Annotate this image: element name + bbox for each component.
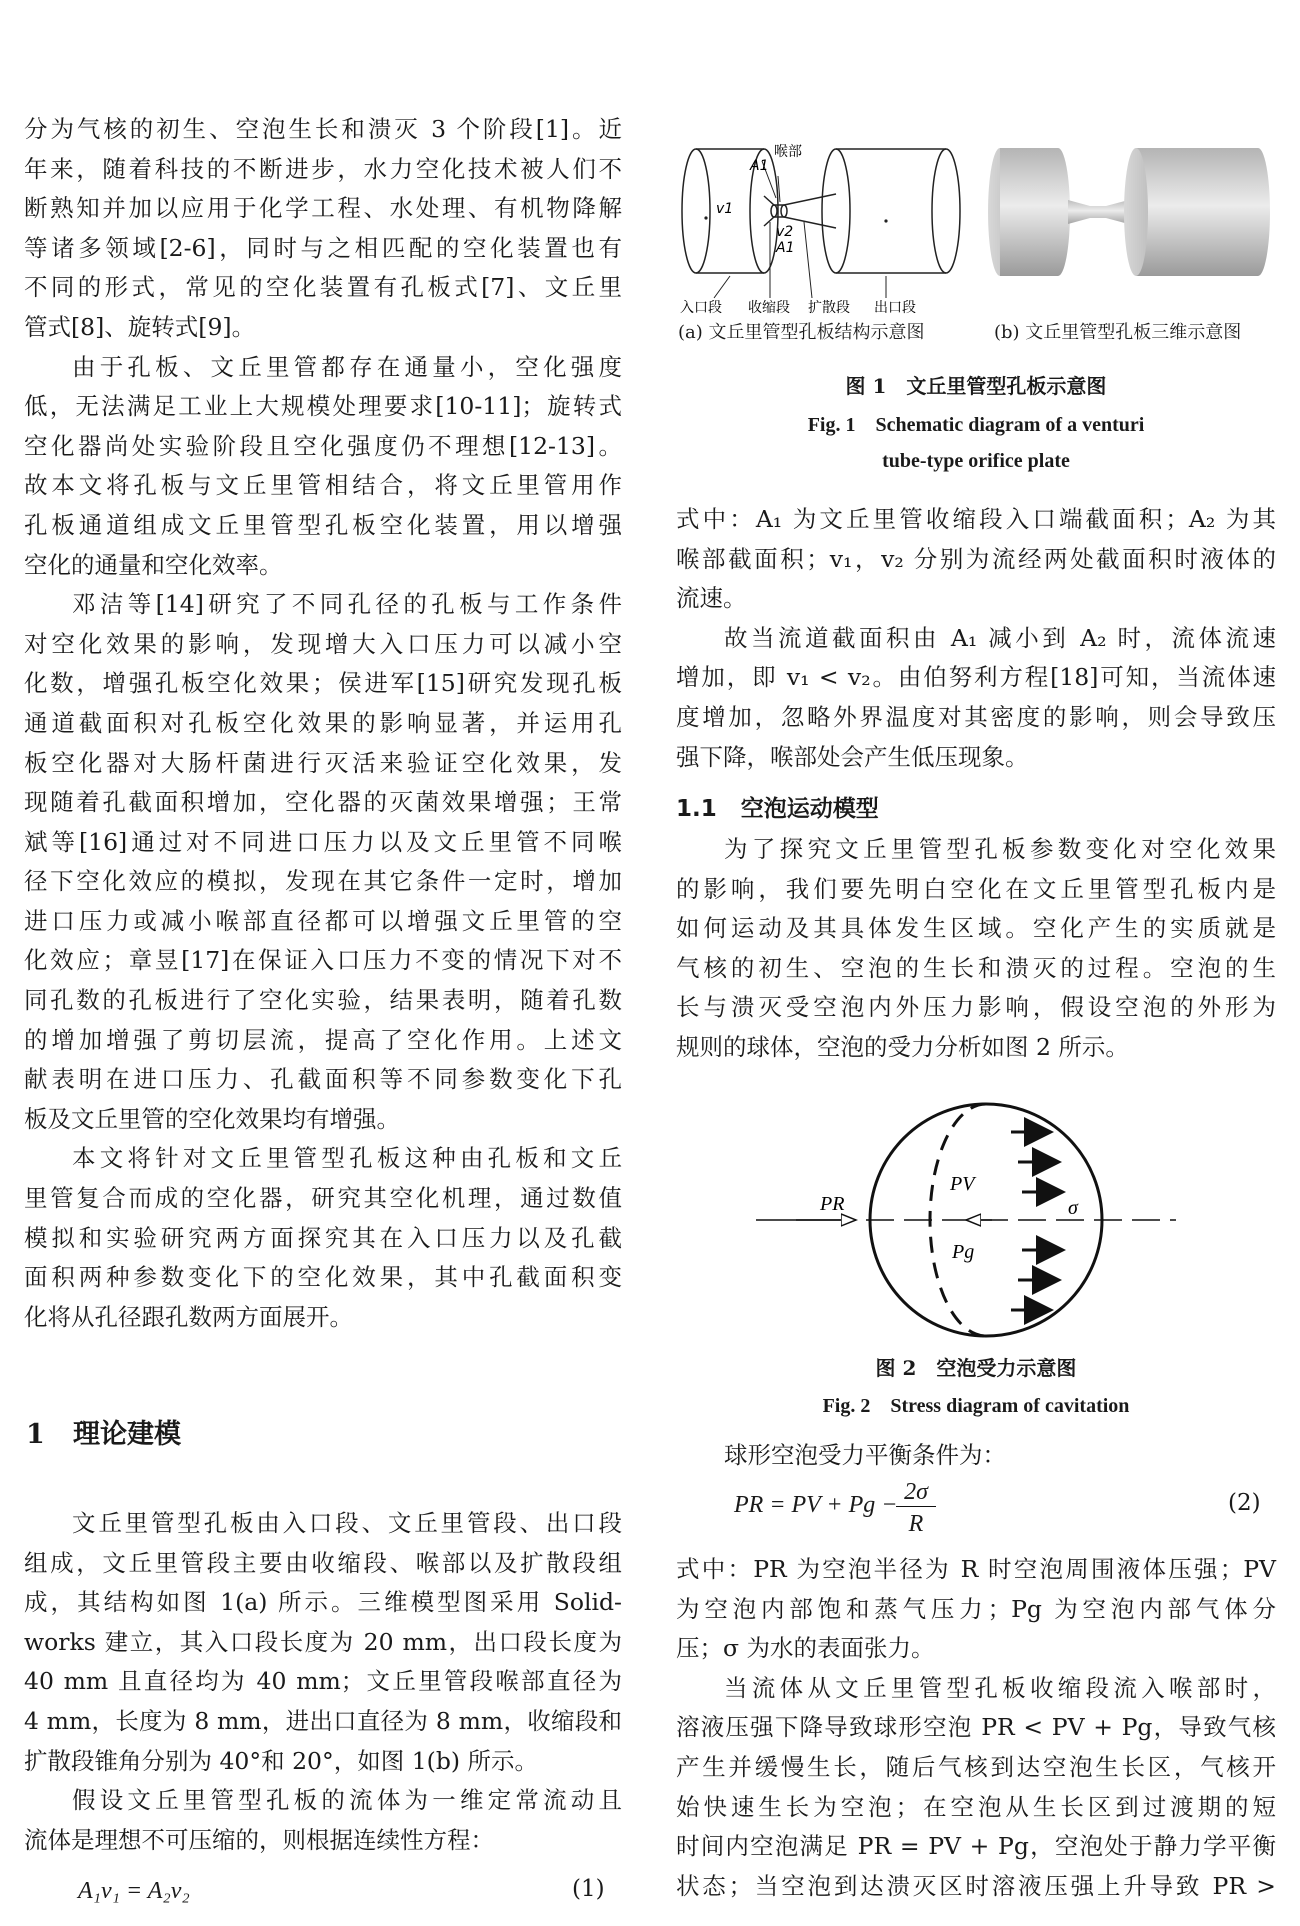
text-line: 度增加，忽略外界温度对其密度的影响，则会导致压 bbox=[676, 702, 1276, 731]
text-line: 本文将针对文丘里管型孔板这种由孔板和文丘 bbox=[72, 1144, 622, 1173]
text-line: 为了探究文丘里管型孔板参数变化对空化效果 bbox=[724, 835, 1276, 863]
text-line: 等诸多领域[2-6]，同时与之相匹配的空化装置也有 bbox=[24, 233, 622, 262]
text-line: 现随着孔截面积增加，空化器的灭菌效果增强；王常 bbox=[24, 788, 622, 817]
figure-1-caption-en-line1: Fig. 1 Schematic diagram of a venturi bbox=[807, 414, 1145, 436]
text-line: 压；σ 为水的表面张力。 bbox=[676, 1634, 935, 1663]
text-line: 邓洁等[14]研究了不同孔径的孔板与工作条件 bbox=[72, 590, 622, 619]
text-line: 流体是理想不可压缩的，则根据连续性方程： bbox=[24, 1825, 494, 1854]
text-line: 空化器尚处实验阶段且空化强度仍不理想[12-13]。 bbox=[24, 431, 622, 460]
text-line: 假设文丘里管型孔板的流体为一维定常流动且 bbox=[72, 1786, 622, 1815]
text-line: 增加，即 v₁ < v₂。由伯努利方程[18]可知，当流体速 bbox=[676, 663, 1276, 692]
text-line: works 建立，其入口段长度为 20 mm，出口段长度为 bbox=[24, 1627, 622, 1656]
text-line: 斌等[16]通过对不同进口压力以及文丘里管不同喉 bbox=[24, 827, 622, 856]
figure-1a-caption: (a) 文丘里管型孔板结构示意图 bbox=[678, 322, 925, 343]
equation-2-number: (2) bbox=[1228, 1490, 1261, 1516]
label-a1-top: A1 bbox=[750, 158, 769, 174]
right-paragraph-block-1 bbox=[676, 500, 1276, 777]
text-line: 强下降，喉部处会产生低压现象。 bbox=[676, 742, 1029, 771]
text-line: 的影响，我们要先明白空化在文丘里管型孔板内是 bbox=[676, 874, 1276, 903]
text-line: 年来，随着科技的不断进步，水力空化技术被人们不 bbox=[24, 154, 622, 183]
label-contract: 收缩段 bbox=[748, 300, 790, 316]
text-line: 扩散段锥角分别为 40°和 20°，如图 1(b) 所示。 bbox=[24, 1746, 539, 1775]
equation-1: A₁v₁ = A₂v₂ bbox=[78, 1878, 190, 1904]
label-outlet: 出口段 bbox=[874, 300, 916, 316]
text-line: 由于孔板、文丘里管都存在通量小，空化强度 bbox=[72, 352, 622, 381]
text-line: 喉部截面积；v₁，v₂ 分别为流经两处截面积时液体的 bbox=[676, 544, 1276, 573]
equation-2-numerator: 2σ bbox=[896, 1478, 936, 1507]
text-line: 化效应；章昱[17]在保证入口压力不变的情况下对不 bbox=[24, 946, 622, 975]
label-sigma: σ bbox=[1068, 1197, 1078, 1219]
section-heading bbox=[26, 1412, 181, 1451]
text-line: 溶液压强下降导致球形空泡 PR < PV + Pg，导致气核 bbox=[676, 1713, 1276, 1742]
text-line: 面积两种参数变化下的空化效果，其中孔截面积变 bbox=[24, 1263, 622, 1292]
right-paragraph-block-3 bbox=[676, 1550, 1276, 1906]
text-line: 径下空化效应的模拟，发现在其它条件一定时，增加 bbox=[24, 867, 622, 896]
text-line: 板及文丘里管的空化效果均有增强。 bbox=[24, 1104, 400, 1133]
subsection-title: 空泡运动模型 bbox=[740, 796, 879, 822]
text-line: 组成，文丘里管段主要由收缩段、喉部以及扩散段组 bbox=[24, 1548, 622, 1577]
subsection-heading bbox=[676, 790, 879, 823]
text-line: 模拟和实验研究两方面探究其在入口压力以及孔截 bbox=[24, 1223, 622, 1252]
text-line: 式中：PR 为空泡半径为 R 时空泡周围液体压强；PV bbox=[676, 1555, 1276, 1583]
text-line: 进口压力或减小喉部直径都可以增强文丘里管的空 bbox=[24, 906, 622, 935]
text-line: 化数，增强孔板空化效果；侯进军[15]研究发现孔板 bbox=[24, 669, 622, 698]
text-line: 当流体从文丘里管型孔板收缩段流入喉部时， bbox=[724, 1673, 1276, 1702]
text-line: 孔板通道组成文丘里管型孔板空化装置，用以增强 bbox=[24, 510, 622, 539]
label-pg: Pg bbox=[952, 1241, 975, 1263]
text-line: 为空泡内部饱和蒸气压力；Pg 为空泡内部气体分 bbox=[676, 1594, 1276, 1623]
text-line: 文丘里管型孔板由入口段、文丘里管段、出口段 bbox=[72, 1509, 622, 1537]
figure-2-caption-cn: 图 2 空泡受力示意图 bbox=[875, 1356, 1077, 1380]
text-line: 如何运动及其具体发生区域。空化产生的实质就是 bbox=[676, 914, 1276, 943]
label-throat: 喉部 bbox=[774, 144, 802, 160]
text-line: 低，无法满足工业上大规模处理要求[10-11]；旋转式 bbox=[24, 392, 622, 421]
label-v1: v1 bbox=[716, 201, 734, 217]
figure-1 bbox=[676, 136, 1276, 316]
text-line: 里管复合而成的空化器，研究其空化机理，通过数值 bbox=[24, 1184, 622, 1213]
text-line: 的增加增强了剪切层流，提高了空化作用。上述文 bbox=[24, 1025, 622, 1054]
text-line: 4 mm，长度为 8 mm，进出口直径为 8 mm，收缩段和 bbox=[24, 1706, 622, 1735]
text-line: 断熟知并加以应用于化学工程、水处理、有机物降解 bbox=[24, 194, 622, 223]
text-line: 长与溃灭受空泡内外压力影响，假设空泡的外形为 bbox=[676, 993, 1276, 1022]
subsection-number: 1.1 bbox=[676, 796, 717, 822]
equation-2-denominator: R bbox=[908, 1511, 924, 1537]
label-pv: PV bbox=[950, 1173, 975, 1195]
figure-2-cavitation-stress bbox=[756, 1090, 1216, 1370]
figure-1b-3d-model bbox=[986, 136, 1276, 296]
section-number: 1 bbox=[26, 1419, 45, 1450]
text-line: 产生并缓慢生长，随后气核到达空泡生长区，气核开 bbox=[676, 1752, 1276, 1781]
text-line: 成，其结构如图 1(a) 所示。三维模型图采用 Solid- bbox=[24, 1588, 622, 1617]
text-line: 对空化效果的影响，发现增大入口压力可以减小空 bbox=[24, 629, 622, 658]
text-line: 同孔数的孔板进行了空化实验，结果表明，随着孔数 bbox=[24, 986, 622, 1015]
text-line: 故当流道截面积由 A₁ 减小到 A₂ 时，流体流速 bbox=[724, 623, 1276, 652]
left-paragraph-block-2 bbox=[24, 1504, 622, 1860]
text-line: 化将从孔径跟孔数两方面展开。 bbox=[24, 1302, 353, 1331]
label-v2: v2 bbox=[776, 224, 794, 240]
text-line: 流速。 bbox=[676, 584, 747, 613]
figure-1b-caption: (b) 文丘里管型孔板三维示意图 bbox=[994, 322, 1242, 343]
text-line: 规则的球体，空泡的受力分析如图 2 所示。 bbox=[676, 1032, 1129, 1061]
section-title: 理论建模 bbox=[73, 1419, 181, 1450]
label-inlet: 入口段 bbox=[680, 300, 722, 316]
right-paragraph-block-2 bbox=[676, 830, 1276, 1068]
text-line: 时间内空泡满足 PR = PV + Pg，空泡处于静力学平衡 bbox=[676, 1832, 1276, 1861]
left-paragraph-block-1 bbox=[24, 110, 622, 1337]
text-line: 管式[8]、旋转式[9]。 bbox=[24, 312, 256, 341]
label-a1-bottom: A1 bbox=[776, 240, 795, 256]
equation-2 bbox=[734, 1492, 897, 1519]
text-line: 分为气核的初生、空泡生长和溃灭 3 个阶段[1]。近 bbox=[24, 115, 622, 143]
text-line: 式中：A₁ 为文丘里管收缩段入口端截面积；A₂ 为其 bbox=[676, 505, 1276, 533]
figure-1-caption-en-line2: tube-type orifice plate bbox=[882, 450, 1070, 472]
text-line: 始快速生长为空泡；在空泡从生长区到过渡期的短 bbox=[676, 1792, 1276, 1821]
text-line: 空化的通量和空化效率。 bbox=[24, 550, 283, 579]
text-line: 不同的形式，常见的空化装置有孔板式[7]、文丘里 bbox=[24, 273, 622, 302]
label-pr: PR bbox=[820, 1193, 845, 1215]
text-line: 状态；当空泡到达溃灭区时溶液压强上升导致 PR > bbox=[676, 1871, 1276, 1900]
figure-2-caption-en: Fig. 2 Stress diagram of cavitation bbox=[822, 1395, 1130, 1417]
right-paragraph-line-c bbox=[676, 1436, 1276, 1476]
label-diffuse: 扩散段 bbox=[808, 300, 850, 316]
text-line: 40 mm 且直径均为 40 mm；文丘里管段喉部直径为 bbox=[24, 1667, 622, 1696]
text-line: 献表明在进口压力、孔截面积等不同参数变化下孔 bbox=[24, 1065, 622, 1094]
text-line: 板空化器对大肠杆菌进行灭活来验证空化效果，发 bbox=[24, 748, 622, 777]
text-line: 球形空泡受力平衡条件为： bbox=[724, 1441, 1006, 1469]
figure-1-caption-cn: 图 1 文丘里管型孔板示意图 bbox=[845, 374, 1107, 398]
equation-2-lhs: PR = PV + Pg − bbox=[734, 1492, 898, 1518]
text-line: 故本文将孔板与文丘里管相结合，将文丘里管用作 bbox=[24, 471, 622, 500]
text-line: 通道截面积对孔板空化效果的影响显著，并运用孔 bbox=[24, 708, 622, 737]
text-line: 气核的初生、空泡的生长和溃灭的过程。空泡的生 bbox=[676, 953, 1276, 982]
equation-1-number: (1) bbox=[572, 1876, 605, 1902]
